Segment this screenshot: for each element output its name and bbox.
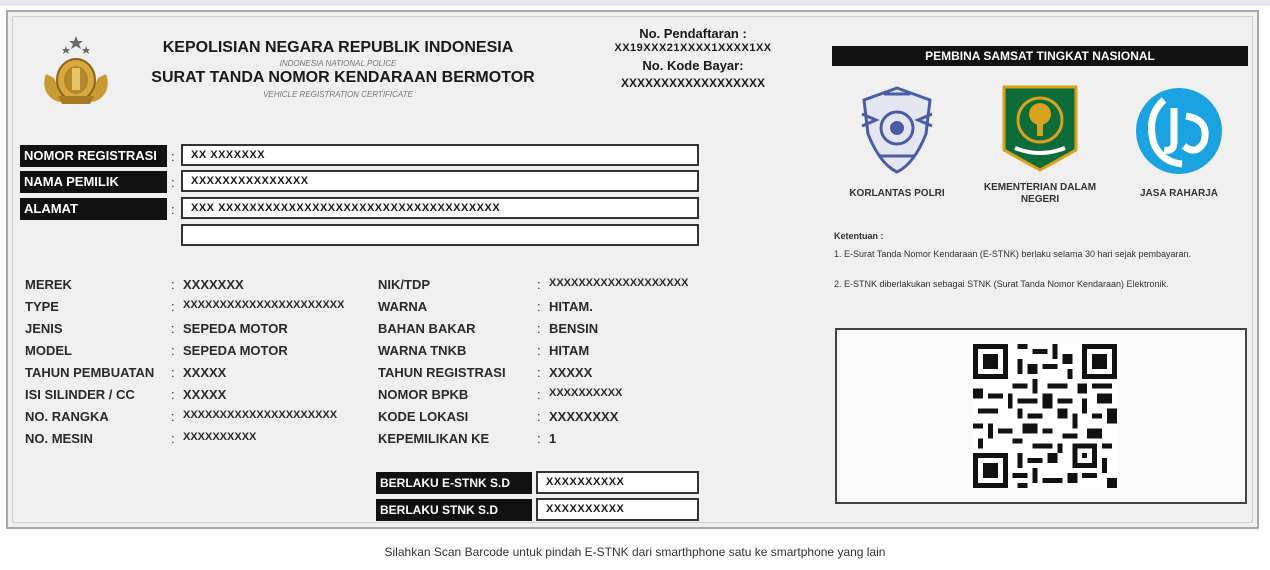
stnk-valid-tag: BERLAKU STNK S.D [376,499,532,521]
reg-number-tag: NOMOR REGISTRASI [20,145,167,167]
header-subtitle-en: VEHICLE REGISTRATION CERTIFICATE [263,90,413,99]
plate-color-value: HITAM [549,343,590,358]
year-made-label: TAHUN PEMBUATAN [25,365,155,380]
engine-label: NO. MESIN [25,431,93,446]
bpkb-value: XXXXXXXXXX [549,387,623,399]
location-code-value: XXXXXXXX [549,409,619,424]
colon: : [171,321,175,336]
colon: : [537,409,541,424]
top-strip [0,0,1270,6]
estnk-valid-tag: BERLAKU E-STNK S.D [376,472,532,494]
nik-label: NIK/TDP [378,277,430,292]
chassis-value: XXXXXXXXXXXXXXXXXXXXX [183,409,338,421]
samsat-banner: PEMBINA SAMSAT TINGKAT NASIONAL [832,46,1248,66]
header-subtitle: SURAT TANDA NOMOR KENDARAAN BERMOTOR [151,69,535,86]
cylinder-value: XXXXX [183,387,227,402]
qr-frame [835,328,1247,504]
type-label: TYPE [25,299,59,314]
jenis-label: JENIS [25,321,63,336]
colon: : [537,277,541,292]
type-value: XXXXXXXXXXXXXXXXXXXXXX [183,299,345,311]
rule-1: 1. E-Surat Tanda Nomor Kendaraan (E-STNK) berlaku selama 30 hari sejak pembayaran. [834,249,1192,259]
color-value: HITAM. [549,299,593,314]
reg-year-value: XXXXX [549,365,593,380]
plate-color-label: WARNA TNKB [378,343,467,358]
ownership-value: 1 [549,431,557,446]
kemendagri-caption: KEMENTERIAN DALAM NEGERI [983,182,1097,205]
nik-value: XXXXXXXXXXXXXXXXXXX [549,277,689,289]
rule-2: 2. E-STNK diberlakukan sebagai STNK (Surat Tanda Nomor Kendaraan) Elektronik. [834,279,1169,289]
reg-year-label: TAHUN REGISTRASI [378,365,506,380]
address-field-line2 [181,224,699,246]
colon: : [171,175,175,190]
korlantas-logo-icon [856,84,938,176]
stnk-valid-field: XXXXXXXXXX [536,498,699,521]
rules-title: Ketentuan : [834,231,884,241]
engine-value: XXXXXXXXXX [183,431,257,443]
estnk-valid-field: XXXXXXXXXX [536,471,699,494]
jenis-value: SEPEDA MOTOR [183,321,288,336]
chassis-label: NO. RANGKA [25,409,109,424]
colon: : [537,387,541,402]
colon: : [537,343,541,358]
color-label: WARNA [378,299,428,314]
colon: : [171,387,175,402]
model-value: SEPEDA MOTOR [183,343,288,358]
cylinder-label: ISI SILINDER / CC [25,387,135,402]
colon: : [537,299,541,314]
jasa-raharja-caption: JASA RAHARJA [1140,188,1218,199]
owner-name-field: XXXXXXXXXXXXXXX [181,170,699,192]
colon: : [537,431,541,446]
colon: : [171,277,175,292]
model-label: MODEL [25,343,72,358]
reg-number-value: XX19XXX21XXXX1XXXX1XX [614,42,772,54]
colon: : [171,299,175,314]
location-code-label: KODE LOKASI [378,409,469,424]
colon: : [537,321,541,336]
colon: : [171,409,175,424]
colon: : [171,149,175,164]
colon: : [537,365,541,380]
address-field: XXX XXXXXXXXXXXXXXXXXXXXXXXXXXXXXXXXXXXX [181,197,699,219]
pay-code-label: No. Kode Bayar: [642,58,744,73]
pay-code-value: XXXXXXXXXXXXXXXXXX [620,76,766,90]
colon: : [171,431,175,446]
kemendagri-logo-icon [1001,84,1079,174]
korlantas-caption: KORLANTAS POLRI [849,188,945,199]
police-emblem-icon [36,34,116,106]
estnk-card [6,10,1259,529]
footer-note: Silahkan Scan Barcode untuk pindah E-STNK dari smarthphone satu ke smartphone yang lain [384,545,886,559]
jasa-raharja-logo-icon [1134,86,1224,176]
merek-value: XXXXXXX [183,277,244,292]
bpkb-label: NOMOR BPKB [378,387,469,402]
merek-label: MEREK [25,277,72,292]
ownership-label: KEPEMILIKAN KE [378,431,490,446]
colon: : [171,365,175,380]
address-tag: ALAMAT [20,198,167,220]
header-title-en: INDONESIA NATIONAL POLICE [279,59,397,68]
owner-name-tag: NAMA PEMILIK [20,171,167,193]
fuel-label: BAHAN BAKAR [378,321,476,336]
reg-number-label: No. Pendaftaran : [639,26,747,41]
year-made-value: XXXXX [183,365,227,380]
header-title: KEPOLISIAN NEGARA REPUBLIK INDONESIA [162,39,514,56]
reg-number-field: XX XXXXXXX [181,144,699,166]
fuel-value: BENSIN [549,321,599,336]
colon: : [171,202,175,217]
colon: : [171,343,175,358]
qr-code-icon[interactable] [973,344,1117,488]
